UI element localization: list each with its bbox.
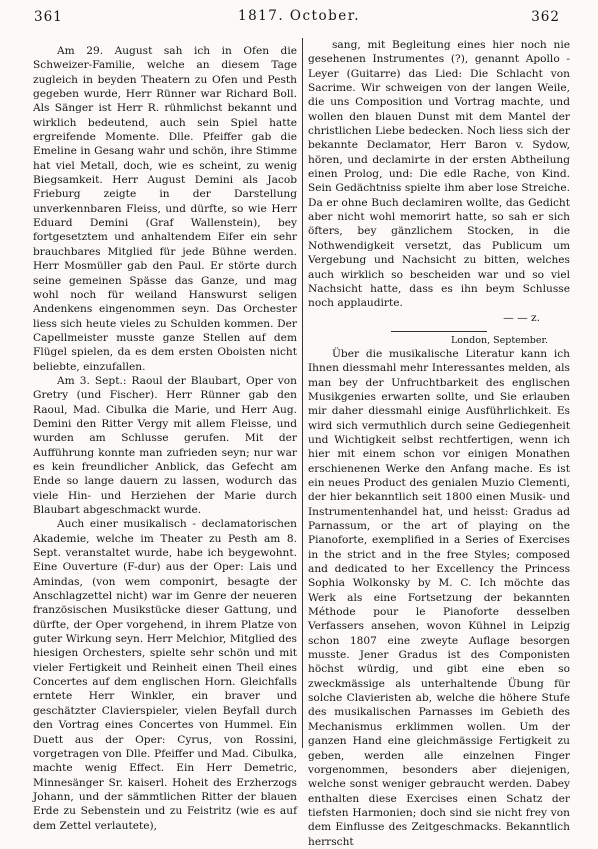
paragraph: Am 29. August sah ich in Ofen die Schweizer-Familie, welche an diesem Tage zugleich in beyden Theatern zu Ofen und Pesth gegeben wurde, Herr Rünner war Richard Boll. Als Sänger ist Herr R. rühmlichst bekannt und wirklich bedeutend, auch sein Spiel hatte ergreifende Momente. Dlle. Pfeiffer gab die Emeline in Gesang wahr und schön, ihre Stimme hat viel Metall, doch, wie es scheint, zu wenig Biegsamkeit. Herr August Demini als Jacob Frieburg zeigte in der Darstellung unverkennbaren Fleiss, und dürfte, so wie Herr Eduard Demini (Graf Wallenstein), bey fortgesetztem und anhaltendem Eifer ein sehr brauchbares Mitglied für jede Bühne werden. Herr Mosmüller gab den Paul. Er störte durch seine gemeinen Spässe das Ganze, und mag wohl noch für weiland Hanswurst seligen Andenkens eingenommen seyn. Das Orchester liess sich heute vieles zu Schulden kommen. Der Capellmeister musste ganze Stellen auf dem Flügel spielen, da es dem ersten Oboisten nicht beliebte, einzufallen.: [33, 45, 297, 373]
running-title: 1817. October.: [237, 8, 360, 24]
left-column: [33, 44, 297, 833]
author-signature: — — z.: [503, 311, 540, 324]
page-number-right: 362: [531, 9, 560, 25]
dateline: London, September.: [451, 334, 548, 346]
paragraph: Über die musikalische Literatur kann ich Ihnen diessmahl mehr Interessantes melden, als man bey der Unfruchtbarkeit des englischen Musikgenies erwarten sollte, und Sie erlauben mir daher diessmahl einige Ausführlichkeit. Es wird sich vermuthlich durch seine Gediegenheit und Wichtigkeit selbst rechtfertigen, wenn ich hier mit einem schon vor einigen Monathen erschienenen Werke den Anfang mache. Es ist ein neues Product des genialen Muzio Clementi, der hier bekanntlich seit 1800 einen Musik- und Instrumentenhandel hat, und heisst: Gradus ad Parnassum, or the art of playing on the Pianoforte, exemplified in a Series of Exercises in the strict and in the free Styles; composed and dedicated to her Excellency the Princess Sophia Wolkonsky by M. C. Ich möchte das Werk als eine Fortsetzung der bekannten Méthode pour le Pianoforte desselben Verfassers ansehen, wovon Kühnel in Leipzig schon 1807 eine zweyte Auflage besorgen musste. Jener Gradus ist des Componisten höchst würdig, und gibt eine eben so zweckmässige als unterhaltende Übung für solche Clavieristen ab, welche die höhere Stufe des musikalischen Parnasses im Gebieth des Mechanismus erklimmen wollen. Um der ganzen Hand eine gleichmässige Fertigkeit zu geben, werden alle einzelnen Finger vorgenommen, besonders aber diejenigen, welche sonst weniger gebraucht werden. Dabey enthalten diese Exercises einen Schatz der tiefsten Harmonien; doch sind sie nicht frey von dem Einflusse des Zeitgeschmacks. Bekanntlich herrscht: [308, 347, 570, 848]
column-divider: [302, 38, 303, 748]
right-column: [308, 38, 570, 849]
page-number-left: 361: [34, 9, 63, 25]
paragraph: sang, mit Begleitung eines hier noch nie gesehenen Instrumentes (?), genannt Apollo - Leyer (Guitarre) das Lied: Die Schlacht von Sacrime. Wir schweigen von der langen Weile, die uns Composition und Vortrag machte, und wollen den blauen Dunst mit dem Mantel der christlichen Liebe bedecken. Noch liess sich der bekannte Declamator, Herr Baron v. Sydow, hören, und declamirte in der ersten Abtheilung einen Prolog, und: Die edle Rache, von Kind. Sein Gedächtniss spielte ihm aber lose Streiche. Da er ohne Buch declamiren wollte, das Gedicht aber nicht wohl memorirt hatte, so sah er sich öfters, bey gänzlichem Stocken, in die Nothwendigkeit versetzt, das Publicum um Vergebung und Nachsicht zu bitten, welches auch wirklich so bescheiden war und so viel Nachsicht hatte, dass es ihn beym Schlusse noch applaudirte.: [308, 39, 570, 310]
paragraph: Auch einer musikalisch - declamatorischen Akademie, welche im Theater zu Pesth am 8. Sept. veranstaltet wurde, habe ich beygewohnt. Eine Ouverture (F-dur) aus der Oper: Lais und Amindas, (von wem componirt, besagte der Anschlagzettel nicht) war im Genre der neueren französischen Musikstücke dieser Gattung, und dürfte, der Oper vorgehend, in ihrem Platze von guter Wirkung seyn. Herr Melchior, Mitglied des hiesigen Orchesters, spielte sehr schön und mit vieler Fertigkeit und Reinheit einen Theil eines Concertes auf dem englischen Horn. Gleichfalls erntete Herr Winkler, ein braver und geschätzter Clavierspieler, vielen Beyfall durch den Vortrag eines Concertes von Hummel. Ein Duett aus der Oper: Cyrus, von Rossini, vorgetragen von Dlle. Pfeiffer und Mad. Cibulka, machte wenig Effect. Ein Herr Demetric, Minnesänger Sr. kaiserl. Hoheit des Erzherzogs Johann, und der sämmtlichen Ritter der blauen Erde zu Sebenstein und zu Feistritz (wie es auf dem Zettel verlautete),: [33, 518, 297, 832]
page-header: [0, 6, 598, 30]
paragraph: Am 3. Sept.: Raoul der Blaubart, Oper von Gretry (und Fischer). Herr Rünner gab den Raoul, Mad. Cibulka die Marie, und Herr Aug. Demini den Ritter Vergy mit allem Fleisse, und wurden am Schlusse gerufen. Mit der Aufführung konnte man zufrieden seyn; nur war es kein freundlicher Anblick, das Gefecht am Ende so lange dauern zu lassen, wodurch das viele Hin- und Herziehen der Marie durch Blaubart abgeschmackt wurde.: [33, 374, 297, 516]
section-rule: [391, 331, 487, 332]
